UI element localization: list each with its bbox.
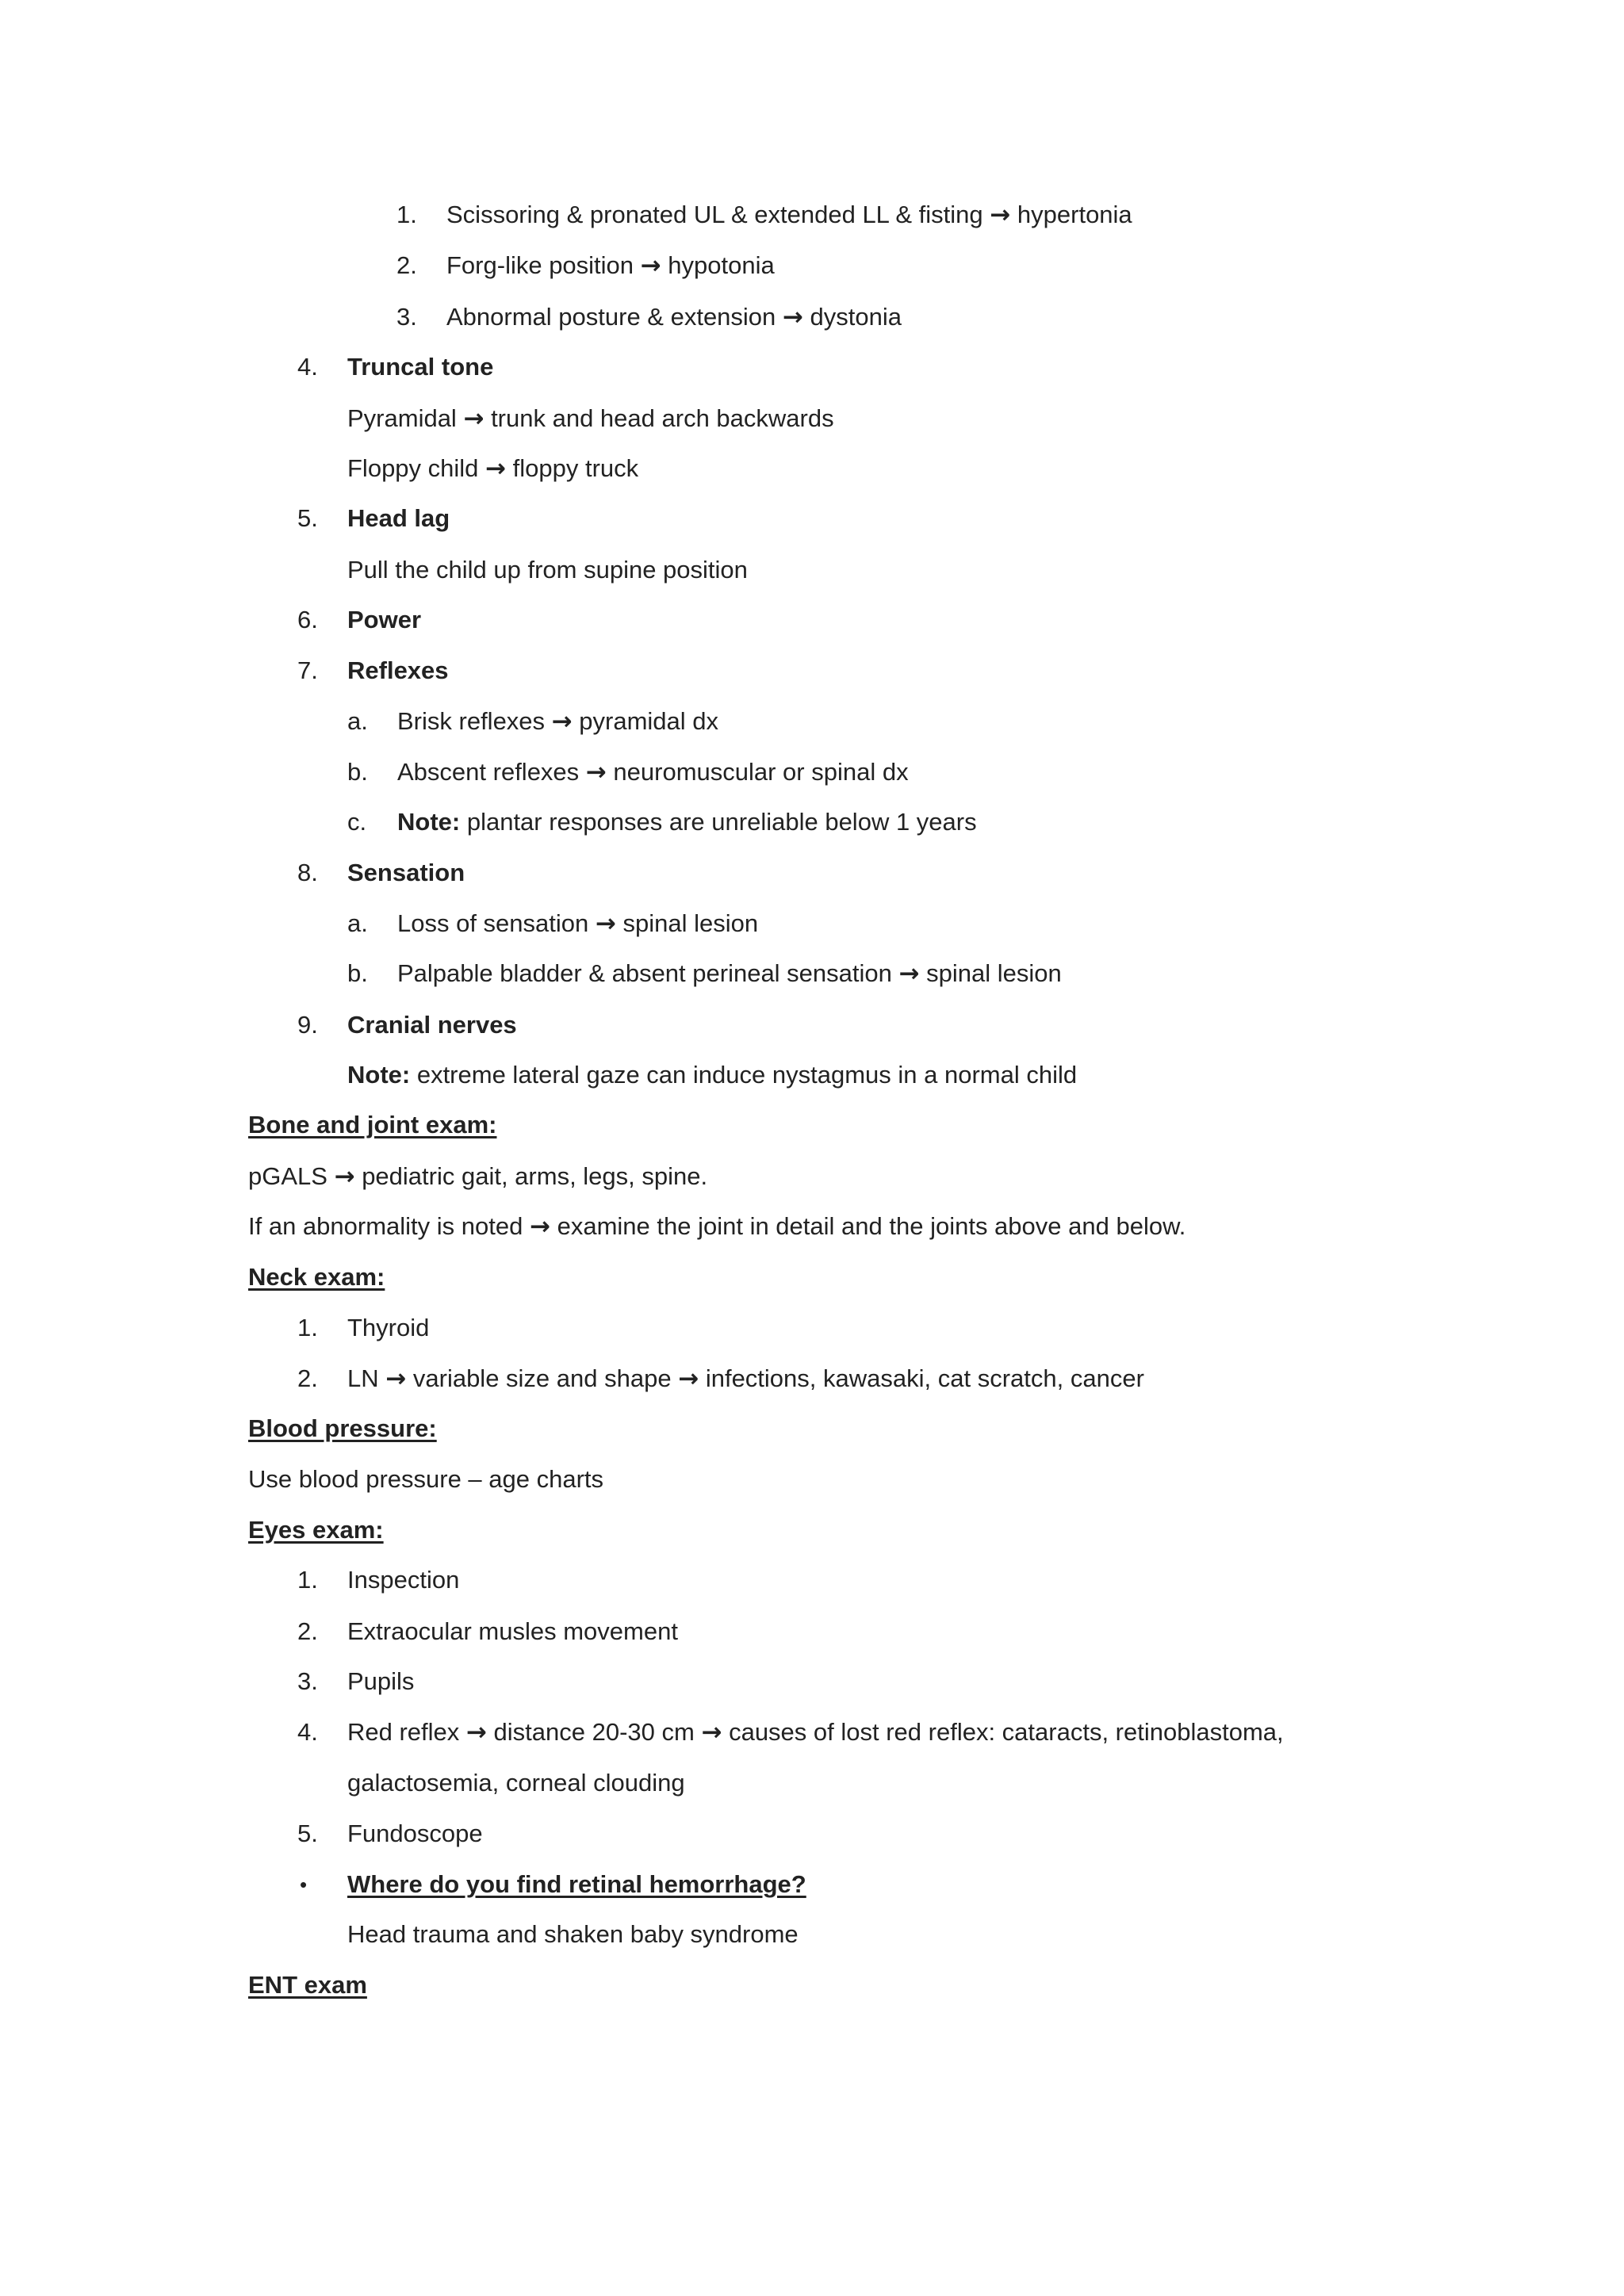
item-number: 9. bbox=[297, 1011, 318, 1039]
item-number: 6. bbox=[297, 606, 318, 633]
item-title: Sensation bbox=[347, 859, 465, 886]
item-title: Power bbox=[347, 606, 422, 633]
item-number: 5. bbox=[297, 504, 318, 532]
item-number: 7. bbox=[297, 656, 318, 684]
arrow-icon: → bbox=[585, 758, 607, 786]
item-title: Reflexes bbox=[347, 656, 449, 684]
item-title: Head lag bbox=[347, 504, 450, 532]
arrow-icon: → bbox=[465, 1718, 487, 1747]
item-title: Cranial nerves bbox=[347, 1011, 517, 1039]
arrow-icon: → bbox=[640, 251, 661, 280]
arrow-icon: → bbox=[485, 454, 507, 483]
arrow-icon: → bbox=[701, 1718, 722, 1747]
arrow-icon: → bbox=[678, 1364, 699, 1393]
item-text: Scissoring & pronated UL & extended LL & fisting → hypertonia bbox=[446, 201, 1132, 229]
arrow-icon: → bbox=[334, 1162, 355, 1191]
arrow-icon: → bbox=[529, 1212, 550, 1241]
bullet-icon: • bbox=[300, 1873, 308, 1896]
arrow-icon: → bbox=[463, 404, 485, 433]
item-title: Truncal tone bbox=[347, 353, 494, 381]
arrow-icon: → bbox=[990, 201, 1011, 229]
item-number: 8. bbox=[297, 859, 318, 886]
item-number: 4. bbox=[297, 353, 318, 381]
arrow-icon: → bbox=[385, 1364, 407, 1393]
arrow-icon: → bbox=[898, 959, 920, 988]
arrow-icon: → bbox=[782, 303, 803, 331]
item-number: 2. bbox=[396, 251, 417, 279]
item-number: 1. bbox=[396, 201, 417, 228]
document-page: 1. Scissoring & pronated UL & extended LL & fisting → hypertonia 2. Forg-like position → hypotonia 3. Abnormal posture & extension → dystonia 4. Truncal tone Pyramidal → trunk and head arch backwards Floppy child → floppy truck 5. Head lag Pull the child up from supine position 6. Power 7. Reflexes a. Brisk reflexes → pyramidal dx b. Abscent reflexes → neuromuscular or spinal dx c. Note: plantar responses are unreliable below 1 years 8. Sensation a. Loss of sensation → spinal lesion b. Palpable bladder & absent perineal sensation → spinal lesion 9. Cranial nerves Note: extreme lateral gaze can induce nystagmus in a normal child Bone and joint exam: pGALS → pediatric gait, arms, legs, spine. If an abnormality is noted → examine the joint in detail and the joints above and below. Neck exam: 1. Thyroid 2. LN → variable size and shape → infections, kawasaki, cat scratch, cancer Blood pressure: Use blood pressure – age charts Eyes exam: 1. Inspection 2. Extraocular musles movement 3. Pupils 4. Red reflex → distance 20-30 cm → causes of lost red reflex: cataracts, retinoblastoma, galactosemia, corneal clouding 5. Fundoscope • Where do you find retinal hemorrhage? Head trauma and shaken baby syndrome ENT exam bbox=[248, 201, 1284, 1999]
arrow-icon: → bbox=[595, 909, 616, 938]
item-text: Abnormal posture & extension → dystonia bbox=[446, 303, 902, 331]
item-number: 3. bbox=[396, 303, 417, 331]
item-text: Forg-like position → hypotonia bbox=[446, 251, 775, 280]
arrow-icon: → bbox=[551, 707, 573, 736]
